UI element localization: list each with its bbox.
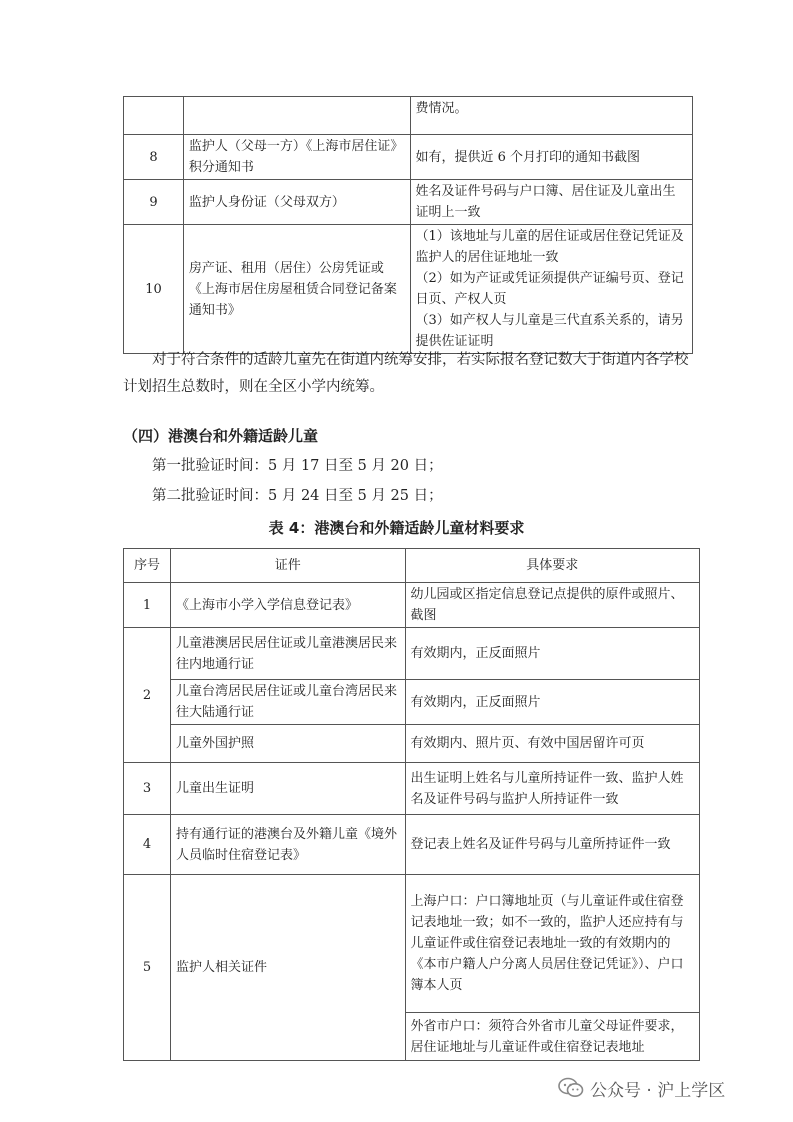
table-row	[124, 135, 693, 180]
cell-doc	[183, 97, 410, 135]
verify-time-second: 第二批验证时间：5 月 24 日至 5 月 25 日；	[152, 488, 443, 504]
cell-doc: 儿童台湾居民居住证或儿童台湾居民来往大陆通行证	[170, 680, 405, 725]
cell-req: 有效期内，正反面照片	[405, 628, 700, 680]
table-3-continued	[123, 96, 693, 354]
cell-req	[410, 135, 693, 180]
cell-req	[410, 97, 693, 135]
cell-num: 1	[124, 583, 171, 628]
cell-doc: 监护人（父母一方）《上海市居住证》积分通知书	[183, 135, 410, 180]
table-row	[124, 628, 700, 680]
table-row	[124, 97, 693, 135]
req-line: （1）该地址与儿童的居住证或居住登记凭证及监护人的居住证地址一致	[415, 229, 684, 265]
table-row	[124, 680, 700, 725]
paragraph-overall-coordination: 对于符合条件的适龄儿童先在街道内统筹安排，若实际报名登记数大于街道内各学校计划招生总数时，则在全区小学内统筹。	[123, 352, 689, 395]
table-row	[124, 875, 700, 1013]
watermark-text: 公众号 · 沪上学区	[590, 1080, 726, 1101]
cell-req: 出生证明上姓名与儿童所持证件一致、监护人姓名及证件号码与监护人所持证件一致	[405, 763, 700, 815]
table-header-row	[124, 549, 700, 583]
cell-num	[124, 97, 184, 135]
verify-time-first: 第一批验证时间：5 月 17 日至 5 月 20 日；	[152, 458, 443, 474]
table-4	[123, 548, 700, 1061]
table-row	[124, 180, 693, 225]
cell-req: 上海户口：户口簿地址页（与儿童证件或住宿登记表地址一致；如不一致的，监护人还应持有与儿童证件或住宿登记表地址一致的有效期内的《本市户籍人户分离人员居住登记凭证》）、户口簿本人页	[405, 875, 700, 1013]
table-4-title: 表 4：港澳台和外籍适龄儿童材料要求	[268, 519, 525, 537]
table-row	[124, 225, 693, 354]
header-req: 具体要求	[405, 549, 700, 583]
table-row	[124, 725, 700, 763]
cell-doc: 房产证、租用（居住）公房凭证或《上海市居住房屋租赁合同登记备案通知书》	[183, 225, 410, 354]
cell-doc: 儿童出生证明	[170, 763, 405, 815]
cell-req: 登记表上姓名及证件号码与儿童所持证件一致	[405, 815, 700, 875]
cell-req	[410, 180, 693, 225]
cell-req	[410, 225, 693, 354]
req-line: 姓名及证件号码与户口簿、居住证及儿童出生证明上一致	[415, 184, 676, 220]
cell-doc: 儿童港澳居民居住证或儿童港澳居民来往内地通行证	[170, 628, 405, 680]
cell-num: 8	[124, 135, 184, 180]
cell-num: 2	[124, 628, 171, 763]
cell-num: 9	[124, 180, 184, 225]
req-line: （2）如为产证或凭证须提供产证编号页、登记日页、产权人页	[415, 271, 684, 307]
cell-num: 4	[124, 815, 171, 875]
header-doc: 证件	[170, 549, 405, 583]
cell-num: 5	[124, 875, 171, 1061]
cell-num: 10	[124, 225, 184, 354]
cell-req: 有效期内、照片页、有效中国居留许可页	[405, 725, 700, 763]
wechat-watermark	[558, 1070, 725, 1106]
cell-doc: 持有通行证的港澳台及外籍儿童《境外人员临时住宿登记表》	[170, 815, 405, 875]
cell-req: 外省市户口：须符合外省市儿童父母证件要求，居住证地址与儿童证件或住宿登记表地址	[405, 1013, 700, 1061]
header-num: 序号	[124, 549, 171, 583]
table-row	[124, 815, 700, 875]
cell-req: 有效期内，正反面照片	[405, 680, 700, 725]
wechat-icon	[558, 1077, 584, 1099]
cell-req: 幼儿园或区指定信息登记点提供的原件或照片、截图	[405, 583, 700, 628]
table-row	[124, 583, 700, 628]
cell-doc: 监护人身份证（父母双方）	[183, 180, 410, 225]
table-row	[124, 763, 700, 815]
cell-num: 3	[124, 763, 171, 815]
req-line: （3）如产权人与儿童是三代直系关系的，请另提供佐证证明	[415, 313, 684, 349]
cell-doc: 《上海市小学入学信息登记表》	[170, 583, 405, 628]
cell-doc: 监护人相关证件	[170, 875, 405, 1061]
cell-doc: 儿童外国护照	[170, 725, 405, 763]
section-heading: （四）港澳台和外籍适龄儿童	[123, 427, 319, 445]
req-line: 如有，提供近 6 个月打印的通知书截图	[415, 149, 641, 165]
req-line: 费情况。	[415, 101, 468, 116]
